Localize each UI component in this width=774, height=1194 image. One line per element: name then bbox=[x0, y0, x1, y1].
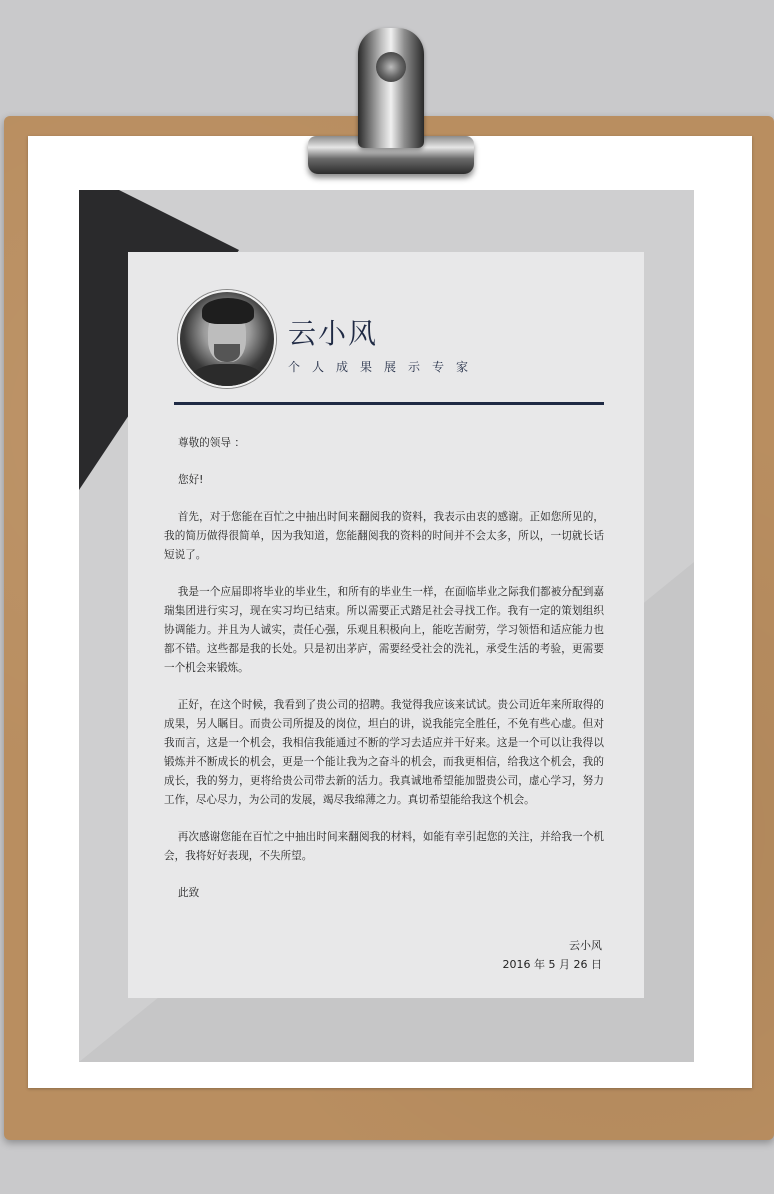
avatar-hair bbox=[202, 298, 254, 324]
signature-name: 云小风 bbox=[569, 939, 602, 952]
signature-block bbox=[503, 936, 602, 974]
applicant-title: 个人成果展示专家 bbox=[288, 360, 481, 374]
avatar-beard bbox=[214, 344, 240, 362]
applicant-name: 云小风 bbox=[288, 317, 379, 350]
letter-greeting: 您好! bbox=[178, 474, 204, 486]
letter-paragraph-1: 首先，对于您能在百忙之中抽出时间来翻阅我的资料，我表示由衷的感谢。正如您所见的，我的简历做得很简单，因为我知道，您能翻阅我的资料的时间并不会太多，所以，一切就长话短说了。 bbox=[164, 511, 604, 561]
cover-letter-card bbox=[128, 252, 644, 998]
letter-body bbox=[164, 434, 604, 921]
letter-paragraph-3: 正好，在这个时候，我看到了贵公司的招聘。我觉得我应该来试试。贵公司近年来所取得的成果，另人瞩目。而贵公司所提及的岗位，坦白的讲，说我能完全胜任，不免有些心虚。但对我而言，这是一个机会，我相信我能通过不断的学习去适应并干好来。这是一个可以让我得以锻炼并不断成长的机会，更是一个能让我为之奋斗的机会，而我更相信，给我这个机会，我的成长，我的努力，更将给贵公司带去新的活力。我真诚地希望能加盟贵公司，虚心学习，努力工作，尽心尽力，为公司的发展，竭尽我绵薄之力。真切希望能给我这个机会。 bbox=[164, 699, 604, 806]
header-divider bbox=[174, 402, 604, 405]
signature-date: 2016 年 5 月 26 日 bbox=[502, 958, 602, 971]
letter-paragraph-4: 再次感谢您能在百忙之中抽出时间来翻阅我的材料，如能有幸引起您的关注，并给我一个机会，我将好好表现，不失所望。 bbox=[164, 831, 604, 862]
letter-salutation: 尊敬的领导 ： bbox=[178, 437, 245, 449]
letter-paragraph-2: 我是一个应届即将毕业的毕业生，和所有的毕业生一样，在面临毕业之际我们都被分配到嘉瑞集团进行实习，现在实习均已结束。所以需要正式踏足社会寻找工作。我有一定的策划组织协调能力。并且为人诚实，责任心强，乐观且积极向上，能吃苦耐劳，学习领悟和适应能力也都不错。这些都是我的长处。只是初出茅庐，需要经受社会的洗礼，承受生活的考验，更需要一个机会来锻炼。 bbox=[164, 586, 604, 674]
letter-closing: 此致 bbox=[178, 887, 200, 899]
avatar-shirt bbox=[190, 364, 264, 388]
binder-clip-rivet-icon bbox=[376, 52, 406, 82]
binder-clip-icon bbox=[358, 28, 424, 148]
profile-photo bbox=[178, 290, 276, 388]
